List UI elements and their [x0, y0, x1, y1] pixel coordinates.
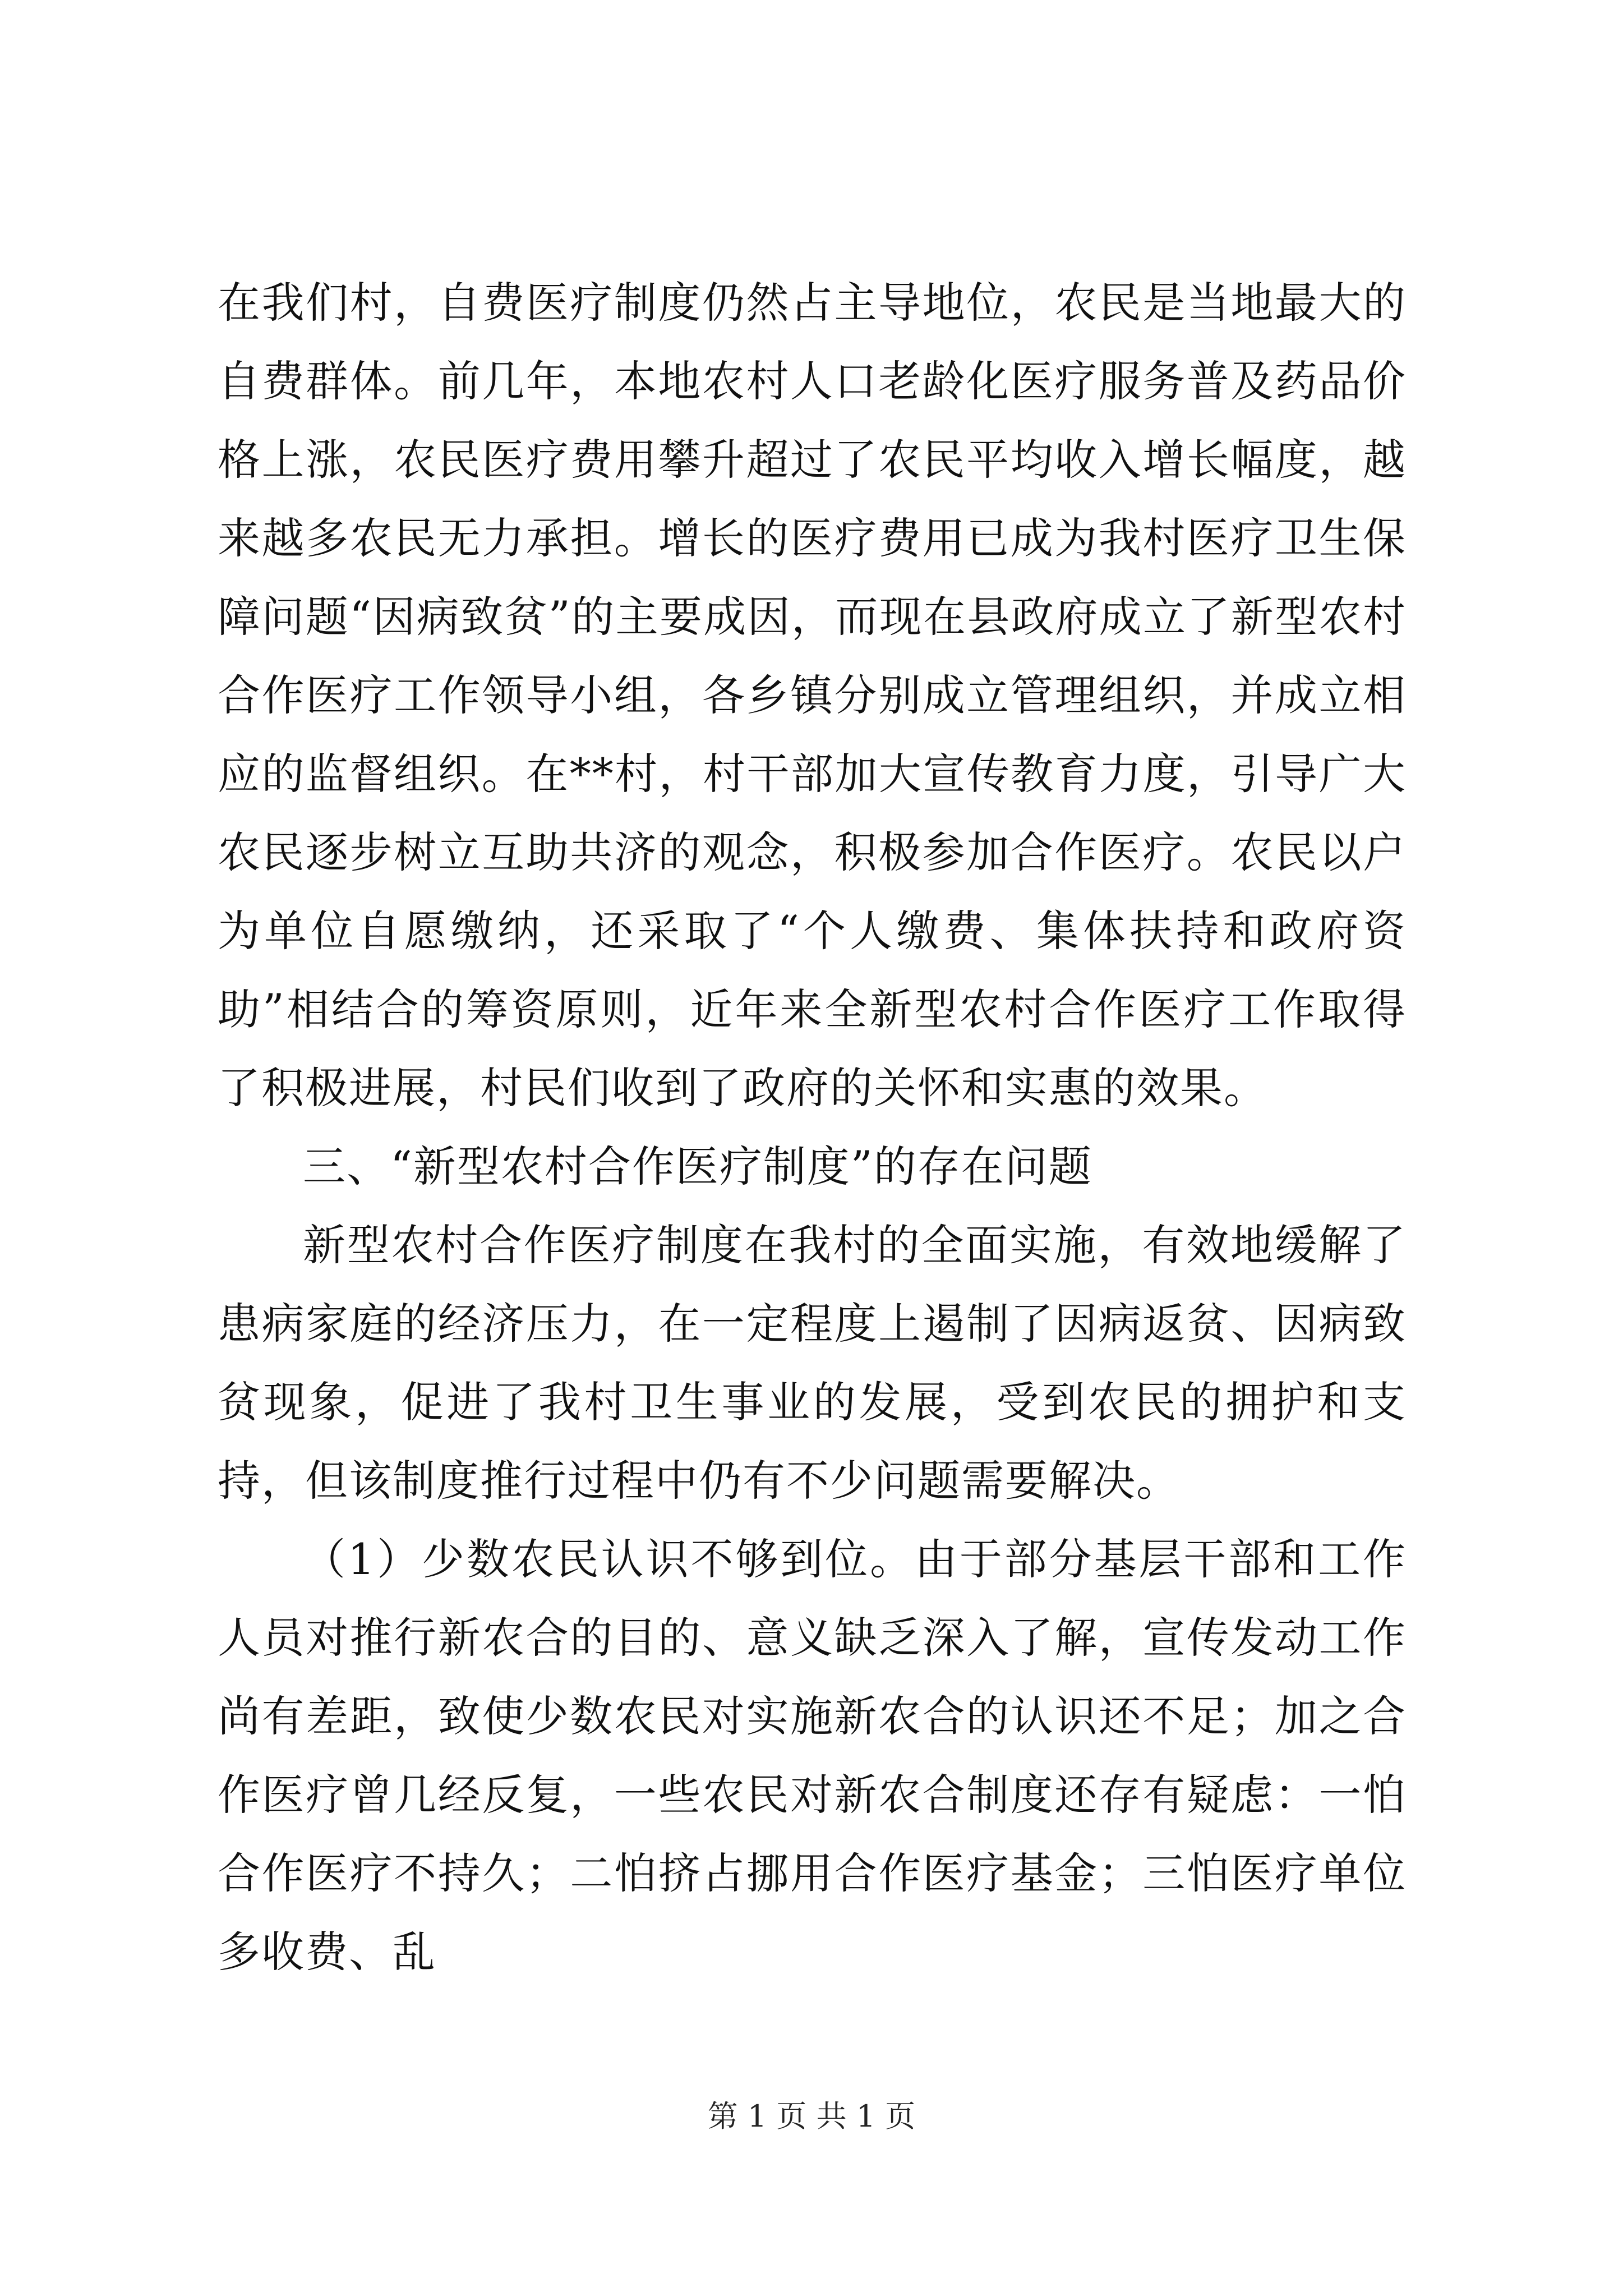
section-heading: 三、“新型农村合作医疗制度”的存在问题 [303, 1142, 1092, 1191]
page-footer: 第 1 页 共 1 页 [707, 2099, 916, 2134]
document-body [218, 264, 1407, 1991]
paragraph-3: （1）少数农民认识不够到位。由于部分基层干部和工作人员对推行新农合的目的、意义缺乏深入了解，宣传发动工作尚有差距，致使少数农民对实施新农合的认识还不足；加之合作医疗曾几经反复，一些农民对新农合制度还存有疑虑：一怕合作医疗不持久；二怕挤占挪用合作医疗基金；三怕医疗单位多收费、乱 [218, 1534, 1407, 1977]
paragraph-2: 新型农村合作医疗制度在我村的全面实施，有效地缓解了患病家庭的经济压力，在一定程度上遏制了因病返贫、因病致贫现象，促进了我村卫生事业的发展，受到农民的拥护和支持，但该制度推行过程中仍有不少问题需要解决。 [218, 1220, 1407, 1506]
paragraph-1: 在我们村，自费医疗制度仍然占主导地位，农民是当地最大的自费群体。前几年，本地农村人口老龄化医疗服务普及药品价格上涨，农民医疗费用攀升超过了农民平均收入增长幅度，越来越多农民无力承担。增长的医疗费用已成为我村医疗卫生保障问题“因病致贫”的主要成因，而现在县政府成立了新型农村合作医疗工作领导小组，各乡镇分别成立管理组织，并成立相应的监督组织。在**村，村干部加大宣传教育力度，引导广大农民逐步树立互助共济的观念，积极参加合作医疗。农民以户为单位自愿缴纳，还采取了“个人缴费、集体扶持和政府资助”相结合的筹资原则，近年来全新型农村合作医疗工作取得了积极进展，村民们收到了政府的关怀和实惠的效果。 [218, 278, 1407, 1113]
